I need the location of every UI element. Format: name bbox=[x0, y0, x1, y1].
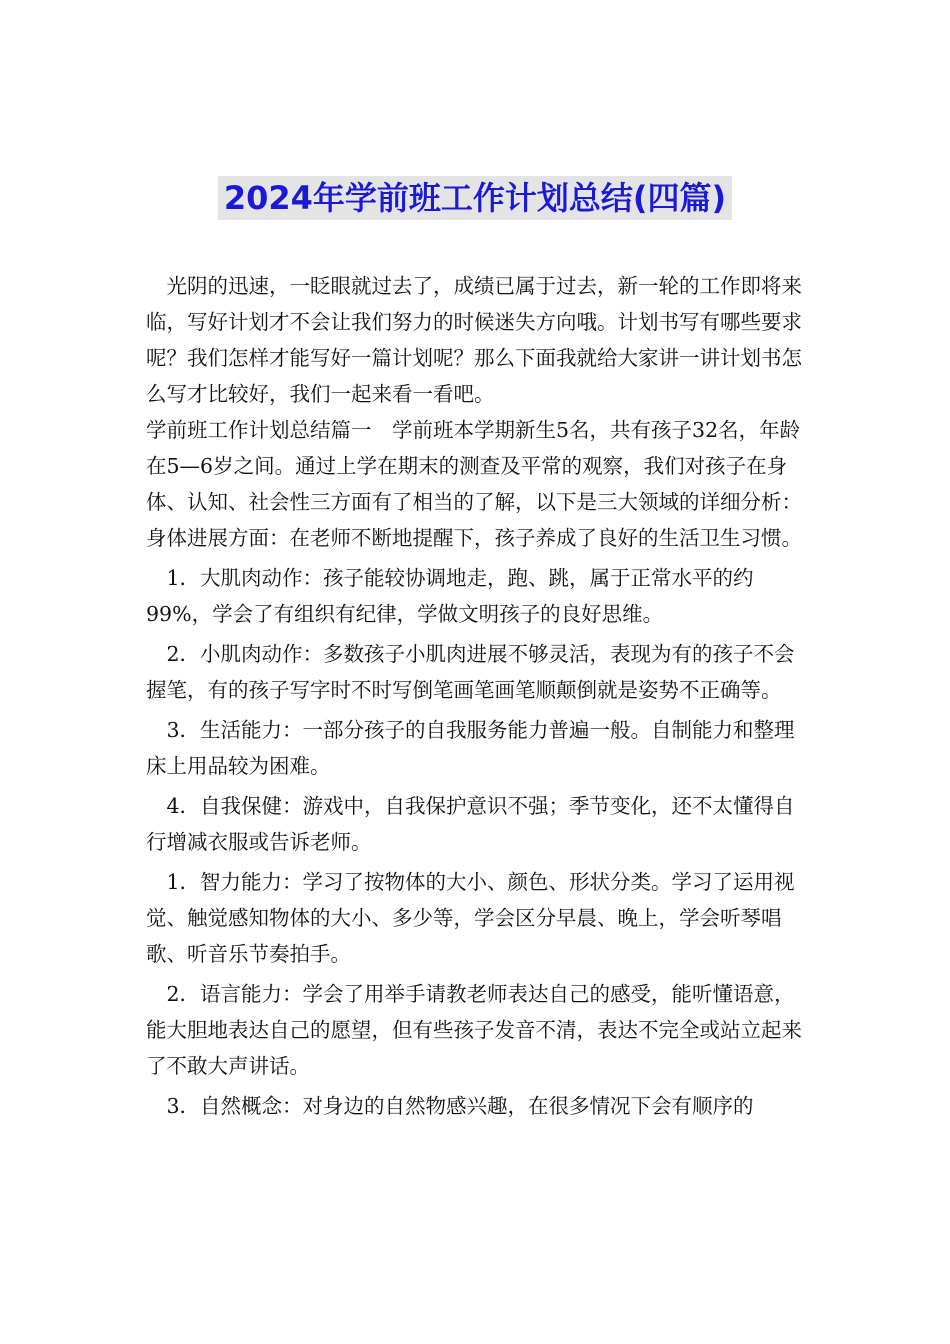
section-paragraph: 学前班工作计划总结篇一 学前班本学期新生5名，共有孩子32名，年龄在5—6岁之间。通过上学在期末的测查及平常的观察，我们对孩子在身体、认知、社会性三方面有了相当的了解，以下是三大领域的详细分析：身体进展方面：在老师不断地提醒下，孩子养成了良好的生活卫生习惯。 bbox=[146, 418, 802, 550]
list-item: 2．小肌肉动作：多数孩子小肌肉进展不够灵活，表现为有的孩子不会握笔，有的孩子写字时不时写倒笔画笔画笔顺颠倒就是姿势不正确等。 bbox=[146, 642, 795, 702]
list-item: 3．生活能力：一部分孩子的自我服务能力普遍一般。自制能力和整理床上用品较为困难。 bbox=[146, 718, 795, 778]
list-item: 4．自我保健：游戏中，自我保护意识不强；季节变化，还不太懂得自行增减衣服或告诉老师。 bbox=[146, 794, 795, 854]
list-item: 3．自然概念：对身边的自然物感兴趣，在很多情况下会有顺序的 bbox=[166, 1094, 754, 1118]
list-item: 1．智力能力：学习了按物体的大小、颜色、形状分类。学习了运用视觉、触觉感知物体的大小、多少等，学会区分早晨、晚上，学会听琴唱歌、听音乐节奏拍手。 bbox=[146, 870, 795, 966]
document-title: 2024年学前班工作计划总结(四篇) bbox=[218, 176, 732, 220]
intro-paragraph: 光阴的迅速，一眨眼就过去了，成绩已属于过去，新一轮的工作即将来临，写好计划才不会让我们努力的时候迷失方向哦。计划书写有哪些要求呢？我们怎样才能写好一篇计划呢？那么下面我就给大家讲一讲计划书怎么写才比较好，我们一起来看一看吧。 bbox=[146, 274, 802, 406]
list-item: 2．语言能力：学会了用举手请教老师表达自己的感受，能听懂语意，能大胆地表达自己的愿望，但有些孩子发音不清，表达不完全或站立起来了不敢大声讲话。 bbox=[146, 982, 802, 1078]
title-container bbox=[0, 176, 950, 220]
list-item: 1．大肌肉动作：孩子能较协调地走，跑、跳，属于正常水平的约99%，学会了有组织有纪律，学做文明孩子的良好思维。 bbox=[146, 566, 754, 626]
document-body bbox=[146, 268, 812, 1128]
